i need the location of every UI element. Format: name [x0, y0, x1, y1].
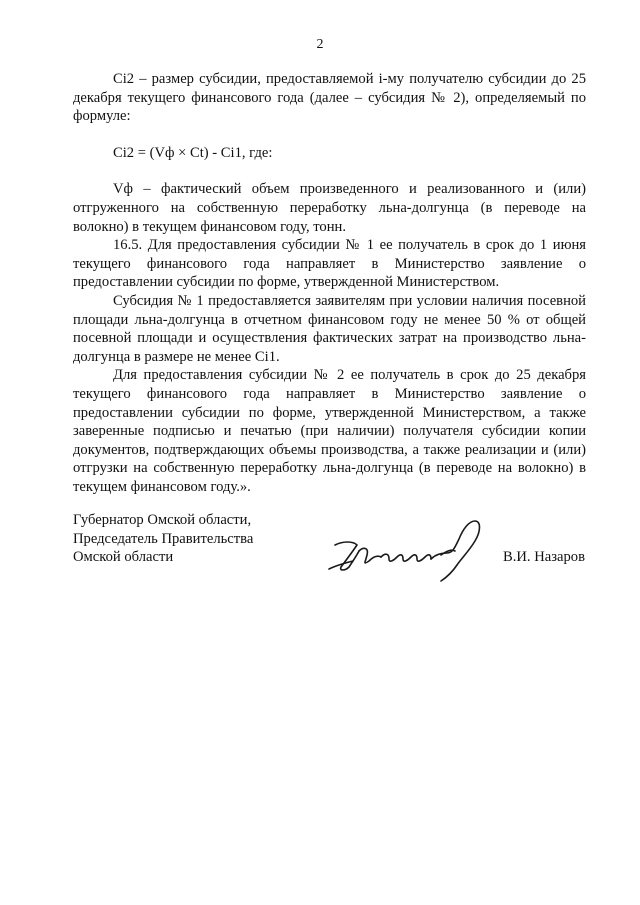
signatory-name: В.И. Назаров — [503, 549, 585, 565]
paragraph-16-5: 16.5. Для предоставления субсидии № 1 ее получатель в срок до 1 июня текущего финансового года направляет в Министерство заявление о предоставлении субсидии по форме, утвержденной Министерством. — [73, 237, 586, 291]
page-number: 2 — [316, 37, 324, 52]
paragraph-subsidy-2-definition: Ci2 – размер субсидии, предоставляемой i-му получателю субсидии до 25 декабря текущего финансового года (далее – субсидия № 2), определяемый по формуле: — [73, 71, 586, 125]
signatory-title — [73, 511, 253, 567]
signatory-title-line-3: Омской области — [73, 549, 174, 566]
signatory-title-line-1: Губернатор Омской области, — [73, 512, 252, 528]
formula: Ci2 = (Vф × Ct) - Ci1, где: — [113, 144, 273, 161]
signatory-title-line-2: Председатель Правительства — [73, 530, 254, 547]
signature-block — [73, 511, 586, 591]
document-body — [73, 70, 586, 496]
handwritten-signature — [323, 511, 493, 589]
paragraph-volume-definition: Vф – фактический объем произведенного и реализованного и (или) отгруженного на собственную переработку льна-долгунца (в переводе на волокно) в текущем финансовом году, тонн. — [73, 181, 586, 235]
paragraph-subsidy-2-procedure: Для предоставления субсидии № 2 ее получатель в срок до 25 декабря текущего финансового года направляет в Министерство заявление о предоставлении субсидии по форме, утвержденной Министерством, а также заверенные подписью и печатью (при наличии) получателя субсидии копии документов, подтверждающих объемы производства, а также реализации и (или) отгрузки на собственную переработку льна-долгунца (в переводе на волокно) в текущем финансовом году.». — [73, 367, 586, 495]
paragraph-subsidy-1-conditions: Субсидия № 1 предоставляется заявителям при условии наличия посевной площади льна-долгунца в отчетном финансовом году не менее 50 % от общей посевной площади и осуществления фактических затрат на производство льна-долгунца в размере не менее Ci1. — [73, 292, 586, 365]
